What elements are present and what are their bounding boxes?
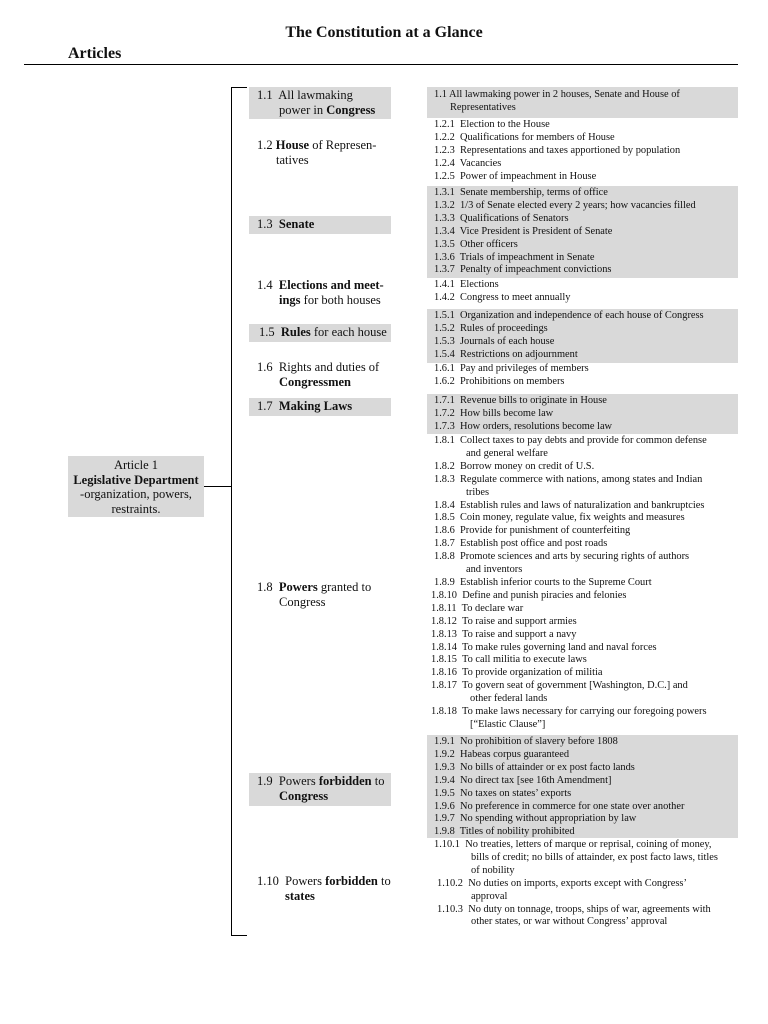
list-item: 1.9.7 No spending without appropriation by law xyxy=(434,813,637,825)
list-item: 1.10.3 No duty on tonnage, troops, ships of war, agreements with xyxy=(437,903,711,915)
list-item: 1.2.2 Qualifications for members of House xyxy=(434,131,615,143)
list-item: 1.9.3 No bills of attainder or ex post facto lands xyxy=(434,761,635,773)
list-item: 1.8.18 To make laws necessary for carrying our foregoing powers xyxy=(431,706,707,718)
article-description-1: -organization, powers, xyxy=(80,487,192,501)
subsection-list xyxy=(427,435,738,732)
list-item: 1.10.2 No duties on imports, exports except with Congress’ xyxy=(437,877,687,889)
list-item: 1.9.8 Titles of nobility prohibited xyxy=(434,826,575,838)
list-item: 1.6.2 Prohibitions on members xyxy=(434,375,565,387)
list-item: 1.9.4 No direct tax [see 16th Amendment] xyxy=(434,774,612,786)
list-item: 1.5.3 Journals of each house xyxy=(434,335,555,347)
list-item: 1.8.4 Establish rules and laws of naturalization and bankruptcies xyxy=(434,499,705,511)
subsection-list xyxy=(427,186,738,278)
list-item-continuation: other states, or war without Congress’ approval xyxy=(471,916,668,928)
list-item: 1.9.5 No taxes on states’ exports xyxy=(434,787,572,799)
subsection-list xyxy=(427,839,738,929)
list-item: 1.4.1 Elections xyxy=(434,279,499,290)
list-item: 1.2.4 Vacancies xyxy=(434,157,502,169)
list-item: 1.8.9 Establish inferior courts to the Supreme Court xyxy=(434,576,652,588)
list-item: 1.9.6 No preference in commerce for one state over another xyxy=(434,800,685,812)
list-item: 1.6.1 Pay and privileges of members xyxy=(434,363,589,374)
list-item-continuation: other federal lands xyxy=(470,693,548,705)
article-box xyxy=(68,456,204,517)
list-item: 1.8.2 Borrow money on credit of U.S. xyxy=(434,460,595,472)
section-label: 1.7 Making Laws xyxy=(249,398,391,416)
section-label: 1.8 Powers granted to Congress xyxy=(257,580,372,609)
list-item: 1.4.2 Congress to meet annually xyxy=(434,291,571,303)
list-item: 1.2.1 Election to the House xyxy=(434,119,550,130)
subsection-list xyxy=(427,87,738,118)
list-item: 1.2.3 Representations and taxes apportioned by population xyxy=(434,144,681,156)
list-item-continuation: and general welfare xyxy=(466,447,548,459)
subsection-list xyxy=(427,363,738,389)
subsection-list xyxy=(427,735,738,838)
list-item-continuation: bills of credit; no bills of attainder, ex post facto laws, titles xyxy=(471,851,718,863)
list-item: 1.7.3 How orders, resolutions become law xyxy=(434,420,613,432)
list-item: 1.8.15 To call militia to execute laws xyxy=(431,654,587,666)
list-item: 1.8.7 Establish post office and post roads xyxy=(434,538,608,550)
list-item: 1.5.1 Organization and independence of each house of Congress xyxy=(434,310,704,321)
section-bracket xyxy=(231,87,247,936)
list-item: 1.8.13 To raise and support a navy xyxy=(431,628,577,640)
section-label: 1.3 Senate xyxy=(249,216,391,234)
list-item: 1.5.2 Rules of proceedings xyxy=(434,322,548,334)
list-item: 1.3.3 Qualifications of Senators xyxy=(434,212,569,224)
list-item: 1.7.2 How bills become law xyxy=(434,407,554,419)
list-item-continuation: of nobility xyxy=(471,864,515,876)
section-label: 1.9 Powers forbidden to Congress xyxy=(249,773,391,806)
divider xyxy=(24,64,738,65)
article-description-2: restraints. xyxy=(111,501,161,516)
subsection-list xyxy=(427,279,738,305)
connector-line xyxy=(204,486,232,487)
list-item: 1.8.5 Coin money, regulate value, fix weights and measures xyxy=(434,512,685,524)
list-item: 1.8.6 Provide for punishment of counterfeiting xyxy=(434,525,631,537)
section-label: 1.6 Rights and duties of Congressmen xyxy=(257,360,380,389)
list-item: 1.3.4 Vice President is President of Senate xyxy=(434,225,613,237)
section-label: 1.2 House of Represen- tatives xyxy=(257,138,377,167)
subsection-list xyxy=(427,394,738,434)
list-item: 1.8.16 To provide organization of militia xyxy=(431,667,603,679)
list-item-continuation: approval xyxy=(471,890,508,902)
list-item: 1.3.6 Trials of impeachment in Senate xyxy=(434,251,595,263)
list-item-continuation: and inventors xyxy=(466,564,523,576)
list-item: 1.5.4 Restrictions on adjournment xyxy=(434,348,578,360)
list-item: 1.3.5 Other officers xyxy=(434,238,518,250)
list-item: 1.9.1 No prohibition of slavery before 1808 xyxy=(434,736,618,747)
page-title: The Constitution at a Glance xyxy=(285,24,483,41)
list-item: 1.8.8 Promote sciences and arts by securing rights of authors xyxy=(434,551,690,563)
section-label: 1.5 Rules for each house xyxy=(249,324,391,342)
section-label: 1.1 All lawmaking power in Congress xyxy=(249,87,391,119)
list-item: 1.8.14 To make rules governing land and naval forces xyxy=(431,641,657,653)
list-item: 1.8.1 Collect taxes to pay debts and provide for common defense xyxy=(434,435,707,446)
list-item: 1.3.2 1/3 of Senate elected every 2 years; how vacancies filled xyxy=(434,199,696,211)
list-item: 1.9.2 Habeas corpus guaranteed xyxy=(434,748,570,760)
section-heading: Articles xyxy=(68,45,122,62)
list-item: 1.2.5 Power of impeachment in House xyxy=(434,170,597,182)
section-label: 1.10 Powers forbidden to states xyxy=(257,874,391,903)
list-item: 1.8.11 To declare war xyxy=(431,602,524,614)
list-item: 1.8.10 Define and punish piracies and felonies xyxy=(431,589,627,601)
list-item-continuation: tribes xyxy=(466,486,490,498)
list-item: 1.8.12 To raise and support armies xyxy=(431,615,577,627)
list-item: 1.1 All lawmaking power in 2 houses, Senate and House of xyxy=(434,89,680,100)
list-item: 1.10.1 No treaties, letters of marque or reprisal, coining of money, xyxy=(434,839,712,850)
article-number: Article 1 xyxy=(113,458,159,472)
section-label: 1.4 Elections and meet- ings for both houses xyxy=(257,278,384,307)
subsection-list xyxy=(427,119,738,184)
list-item: 1.8.3 Regulate commerce with nations, among states and Indian xyxy=(434,473,703,485)
list-item-continuation: [“Elastic Clause”] xyxy=(470,718,546,730)
list-item: 1.3.1 Senate membership, terms of office xyxy=(434,187,608,198)
list-item-continuation: Representatives xyxy=(450,101,516,113)
article-name: Legislative Department xyxy=(73,472,199,487)
list-item: 1.3.7 Penalty of impeachment convictions xyxy=(434,264,612,276)
list-item: 1.8.17 To govern seat of government [Washington, D.C.] and xyxy=(431,680,688,692)
list-item: 1.7.1 Revenue bills to originate in House xyxy=(434,395,607,406)
subsection-list xyxy=(427,309,738,363)
